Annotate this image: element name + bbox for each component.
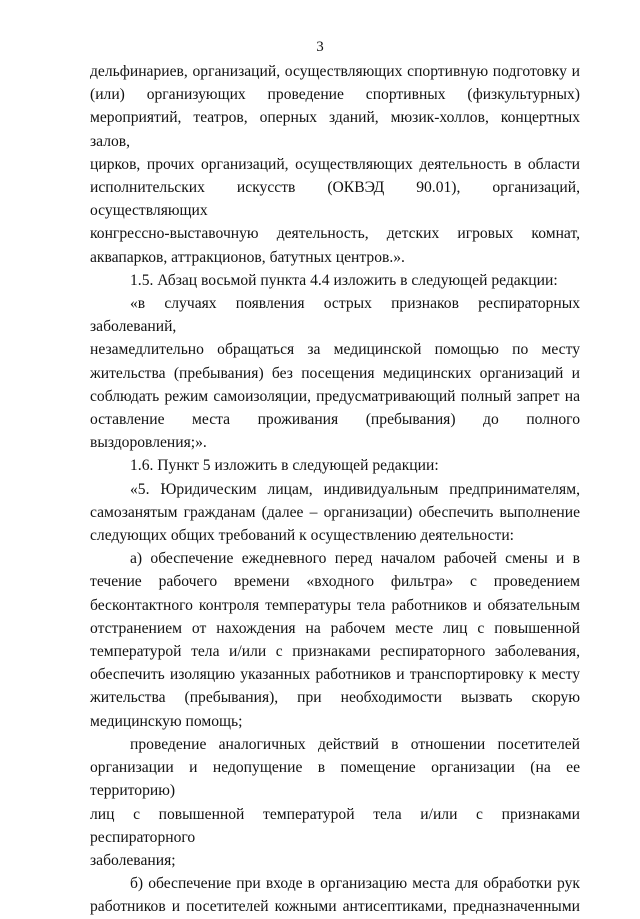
text-line: аквапарков, аттракционов, батутных центров.». bbox=[90, 248, 405, 266]
text-line: цирков, прочих организаций, осуществляющих деятельность в области bbox=[90, 155, 580, 173]
text-line: работников и посетителей кожными антисептиками, предназначенными bbox=[90, 898, 580, 916]
text-line: мероприятий, театров, оперных зданий, мюзик-холлов, концертных залов, bbox=[90, 109, 580, 150]
text-line: а) обеспечение ежедневного перед началом рабочей смены и в bbox=[130, 550, 580, 568]
text-line: организации и недопущение в помещение организации (на ее территорию) bbox=[90, 759, 580, 800]
text-line: лиц с повышенной температурой тела и/или с признаками респираторного bbox=[90, 805, 580, 846]
text-line: (или) организующих проведение спортивных (физкультурных) bbox=[90, 86, 580, 104]
text-line: «5. Юридическим лицам, индивидуальным предпринимателям, bbox=[130, 480, 580, 498]
text-line: температурой тела и/или с признаками респираторного заболевания, bbox=[90, 643, 580, 661]
text-line: незамедлительно обращаться за медицинской помощью по месту bbox=[90, 341, 580, 359]
page-number: 3 bbox=[316, 39, 324, 55]
text-line: соблюдать режим самоизоляции, предусматривающий полный запрет на bbox=[90, 387, 580, 405]
text-line: отстранением от нахождения на рабочем месте лиц с повышенной bbox=[90, 619, 580, 637]
text-line: 1.6. Пункт 5 изложить в следующей редакции: bbox=[130, 457, 439, 475]
text-line: медицинскую помощь; bbox=[90, 712, 243, 730]
text-line: б) обеспечение при входе в организацию места для обработки рук bbox=[130, 875, 580, 893]
text-line: самозанятым гражданам (далее – организации) обеспечить выполнение bbox=[90, 503, 580, 521]
text-line: следующих общих требований к осуществлению деятельности: bbox=[90, 527, 515, 545]
text-line: течение рабочего времени «входного фильтра» с проведением bbox=[90, 573, 580, 591]
text-line: бесконтактного контроля температуры тела работников и обязательным bbox=[90, 596, 580, 614]
text-line: проведение аналогичных действий в отношении посетителей bbox=[130, 735, 580, 753]
text-line: жительства (пребывания) без посещения медицинских организаций и bbox=[90, 364, 580, 382]
text-line: оставление места проживания (пребывания) до полного выздоровления;». bbox=[90, 411, 580, 452]
text-line: жительства (пребывания), при необходимости вызвать скорую bbox=[90, 689, 580, 707]
text-line: обеспечить изоляцию указанных работников и транспортировку к месту bbox=[90, 666, 580, 684]
text-line: заболевания; bbox=[90, 851, 176, 869]
text-line: дельфинариев, организаций, осуществляющих спортивную подготовку и bbox=[90, 63, 580, 80]
text-line: 1.5. Абзац восьмой пункта 4.4 изложить в следующей редакции: bbox=[130, 271, 558, 289]
text-line: конгрессно-выставочную деятельность, детских игровых комнат, bbox=[90, 225, 580, 243]
document-body bbox=[90, 60, 580, 919]
text-line: исполнительских искусств (ОКВЭД 90.01), организаций, осуществляющих bbox=[90, 179, 580, 220]
text-line: «в случаях появления острых признаков респираторных заболеваний, bbox=[90, 295, 580, 336]
